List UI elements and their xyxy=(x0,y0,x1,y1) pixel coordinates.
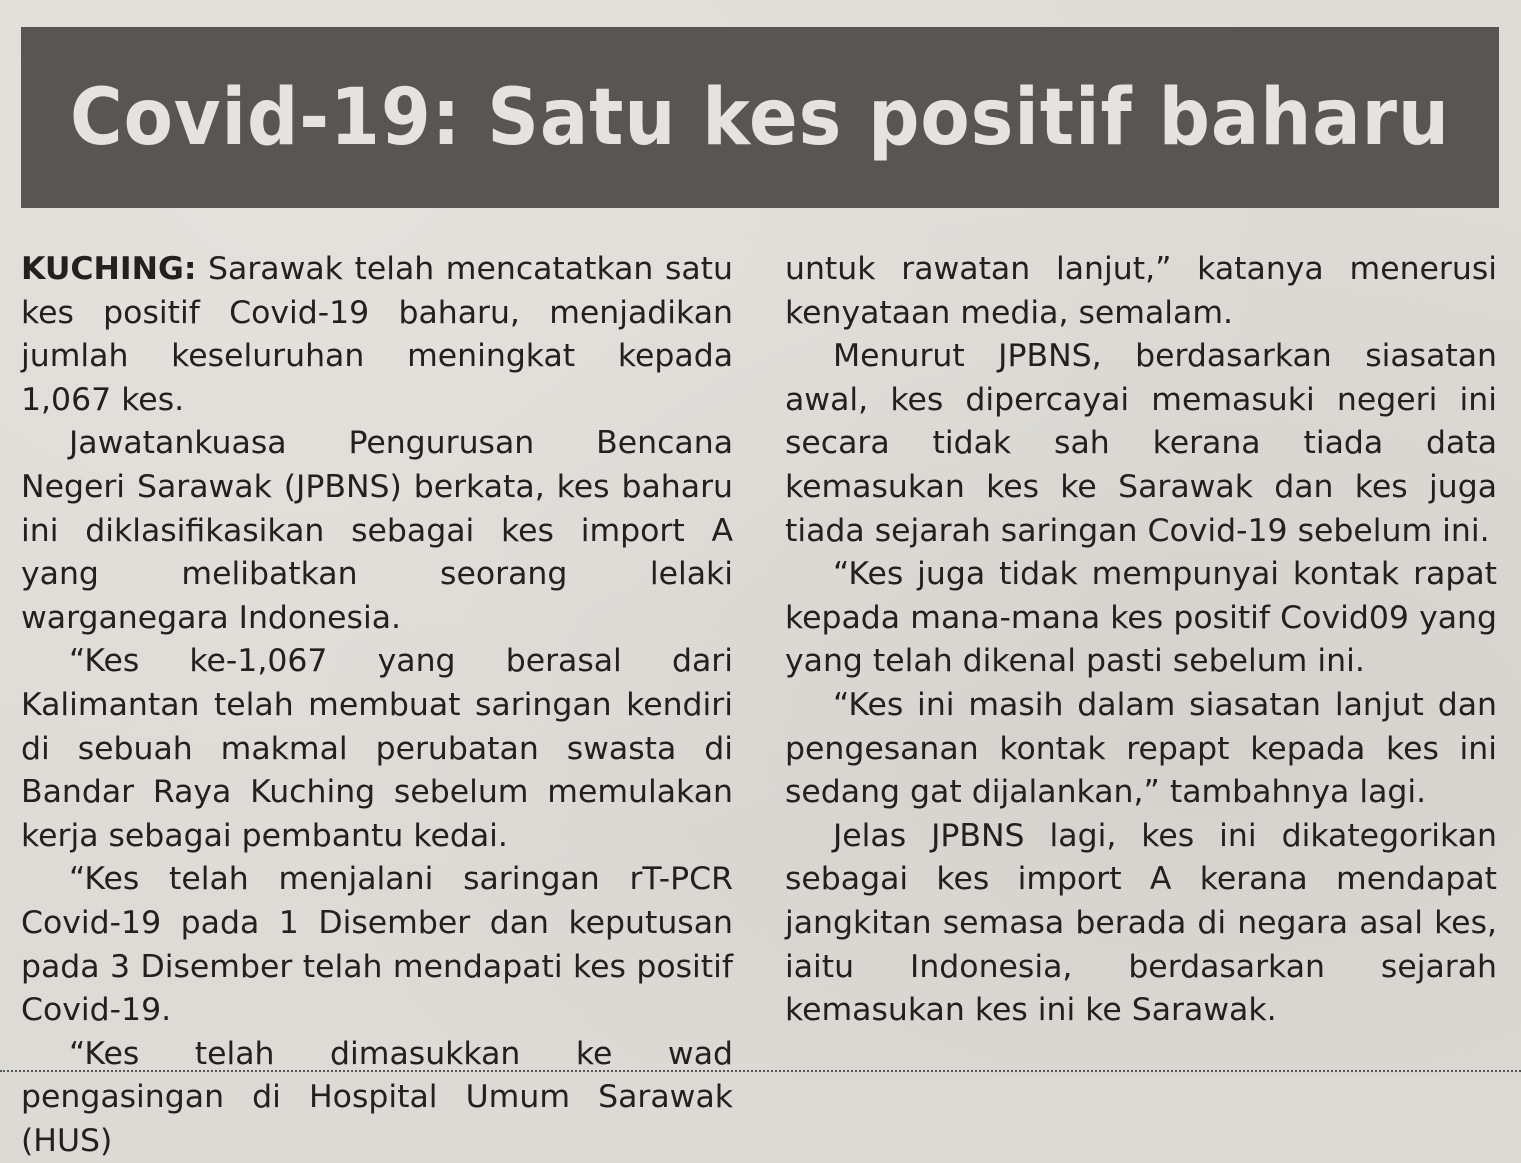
article-column-left xyxy=(21,248,733,1163)
article-paragraph: “Kes juga tidak mempunyai kontak rapat kepada mana-mana kes positif Covid09 yang yang telah dikenal pasti sebelum ini. xyxy=(785,556,1497,680)
headline: Covid-19: Satu kes positif baharu xyxy=(70,72,1450,163)
article-paragraph: Menurut JPBNS, berdasarkan siasatan awal, kes dipercayai memasuki negeri ini secara tidak sah kerana tiada data kemasukan kes ke Sarawak dan kes juga tiada sejarah saringan Covid-19 sebelum ini. xyxy=(785,338,1497,549)
article-paragraph: “Kes telah dimasukkan ke wad pengasingan di Hospital Umum Sarawak (HUS) xyxy=(21,1035,733,1159)
article-paragraph: Jawatankuasa Pengurusan Bencana Negeri Sarawak (JPBNS) berkata, kes baharu ini diklasifikasikan sebagai kes import A yang melibatkan seorang lelaki warganegara Indonesia. xyxy=(21,425,733,636)
paragraph-text: Sarawak telah mencatatkan satu kes positif Covid-19 baharu, menjadikan jumlah keseluruhan meningkat kepada 1,067 kes. xyxy=(21,251,733,418)
headline-banner xyxy=(21,27,1499,208)
dateline: KUCHING: xyxy=(21,251,197,287)
article-paragraph: “Kes telah menjalani saringan rT-PCR Covid-19 pada 1 Disember dan keputusan pada 3 Disember telah mendapati kes positif Covid-19. xyxy=(21,861,733,1029)
article-paragraph: “Kes ini masih dalam siasatan lanjut dan pengesanan kontak repapt kepada kes ini sedang gat dijalankan,” tambahnya lagi. xyxy=(785,686,1497,811)
article-paragraph xyxy=(21,248,733,422)
article-paragraph: Jelas JPBNS lagi, kes ini dikategorikan sebagai kes import A kerana mendapat jangkitan semasa berada di negara asal kes, iaitu Indonesia, berdasarkan sejarah kemasukan kes ini ke Sarawak. xyxy=(785,817,1497,1029)
article-column-right xyxy=(785,248,1497,1033)
article-paragraph: “Kes ke-1,067 yang berasal dari Kalimantan telah membuat saringan kendiri di sebuah makmal perubatan swasta di Bandar Raya Kuching sebelum memulakan kerja sebagai pembantu kedai. xyxy=(21,643,733,854)
article-paragraph: untuk rawatan lanjut,” katanya menerusi kenyataan media, semalam. xyxy=(785,251,1497,331)
bottom-divider xyxy=(0,1070,1521,1072)
